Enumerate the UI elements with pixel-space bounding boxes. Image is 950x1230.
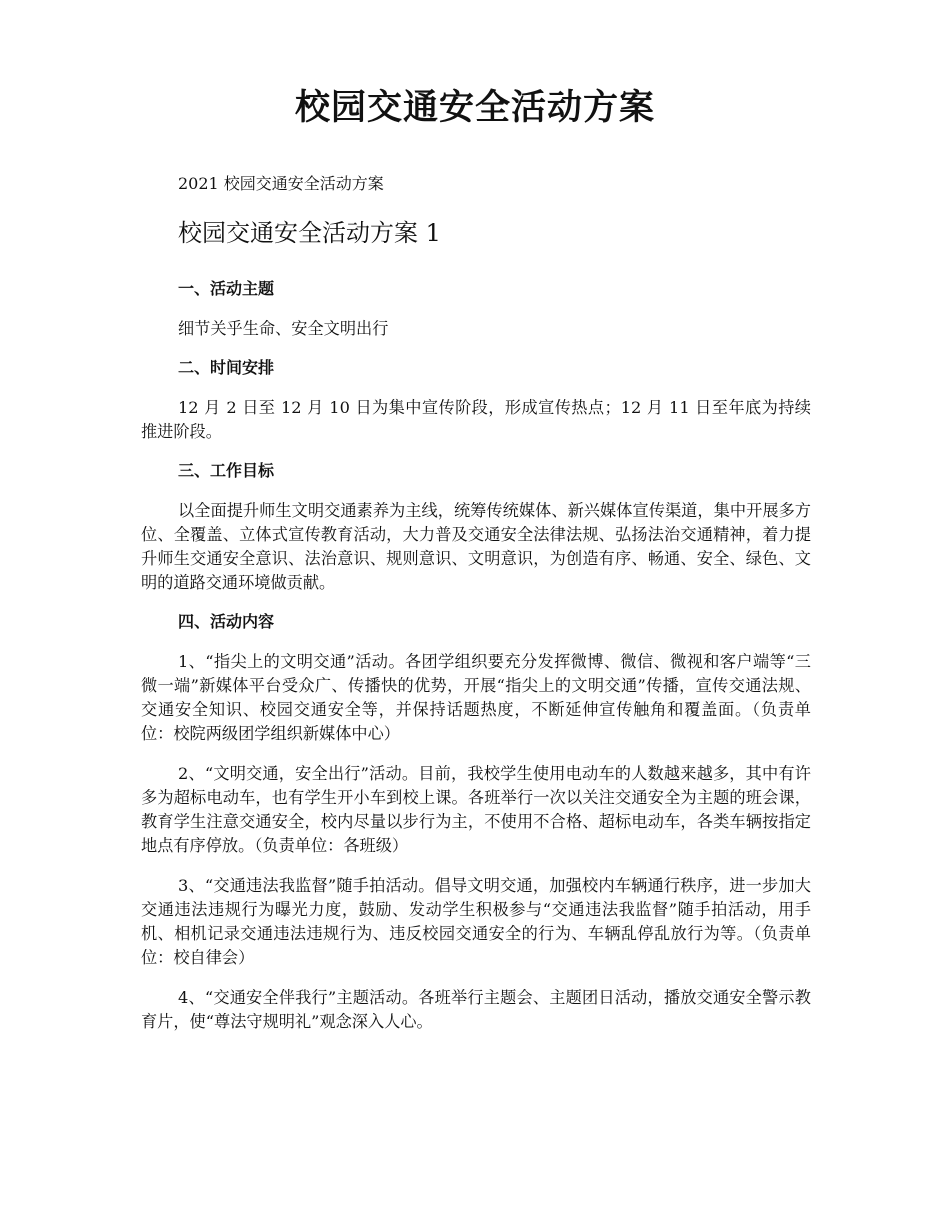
heading-schedule: 二、时间安排 [178, 358, 275, 377]
heading-activity-content: 四、活动内容 [178, 612, 275, 631]
document-body [141, 278, 811, 1050]
paragraph-content-item-3: 3、“交通违法我监督”随手拍活动。倡导文明交通，加强校内车辆通行秩序，进一步加大交通违法违规行为曝光力度，鼓励、发动学生积极参与“交通违法我监督”随手拍活动，用手机、相机记录交通违法违规行为、违反校园交通安全的行为、车辆乱停乱放行为等。（负责单位：校自律会） [141, 876, 811, 967]
document-title: 校园交通安全活动方案 [294, 87, 655, 128]
heading-work-goals: 三、工作目标 [178, 461, 275, 480]
document-subtitle: 2021 校园交通安全活动方案 [178, 174, 384, 193]
paragraph-activity-theme: 细节关乎生命、安全文明出行 [178, 319, 389, 338]
section-title: 校园交通安全活动方案 1 [178, 219, 441, 247]
paragraph-content-item-2: 2、“文明交通，安全出行”活动。目前，我校学生使用电动车的人数越来越多，其中有许多为超标电动车，也有学生开小车到校上课。各班举行一次以关注交通安全为主题的班会课，教育学生注意交通安全，校内尽量以步行为主，不使用不合格、超标电动车，各类车辆按指定地点有序停放。（负责单位：各班级） [141, 764, 811, 855]
heading-activity-theme: 一、活动主题 [178, 279, 275, 298]
paragraph-content-item-4: 4、“交通安全伴我行”主题活动。各班举行主题会、主题团日活动，播放交通安全警示教育片，使“尊法守规明礼”观念深入人心。 [141, 988, 811, 1031]
paragraph-content-item-1: 1、“指尖上的文明交通”活动。各团学组织要充分发挥微博、微信、微视和客户端等“三微一端”新媒体平台受众广、传播快的优势，开展“指尖上的文明交通”传播，宣传交通法规、交通安全知识、校园交通安全等，并保持话题热度，不断延伸宣传触角和覆盖面。（负责单位：校院两级团学组织新媒体中心） [141, 652, 811, 743]
paragraph-schedule: 12 月 2 日至 12 月 10 日为集中宣传阶段，形成宣传热点；12 月 11 日至年底为持续推进阶段。 [141, 398, 811, 441]
paragraph-work-goals: 以全面提升师生文明交通素养为主线，统筹传统媒体、新兴媒体宣传渠道，集中开展多方位、全覆盖、立体式宣传教育活动，大力普及交通安全法律法规、弘扬法治交通精神，着力提升师生交通安全意识、法治意识、规则意识、文明意识，为创造有序、畅通、安全、绿色、文明的道路交通环境做贡献。 [141, 501, 811, 592]
